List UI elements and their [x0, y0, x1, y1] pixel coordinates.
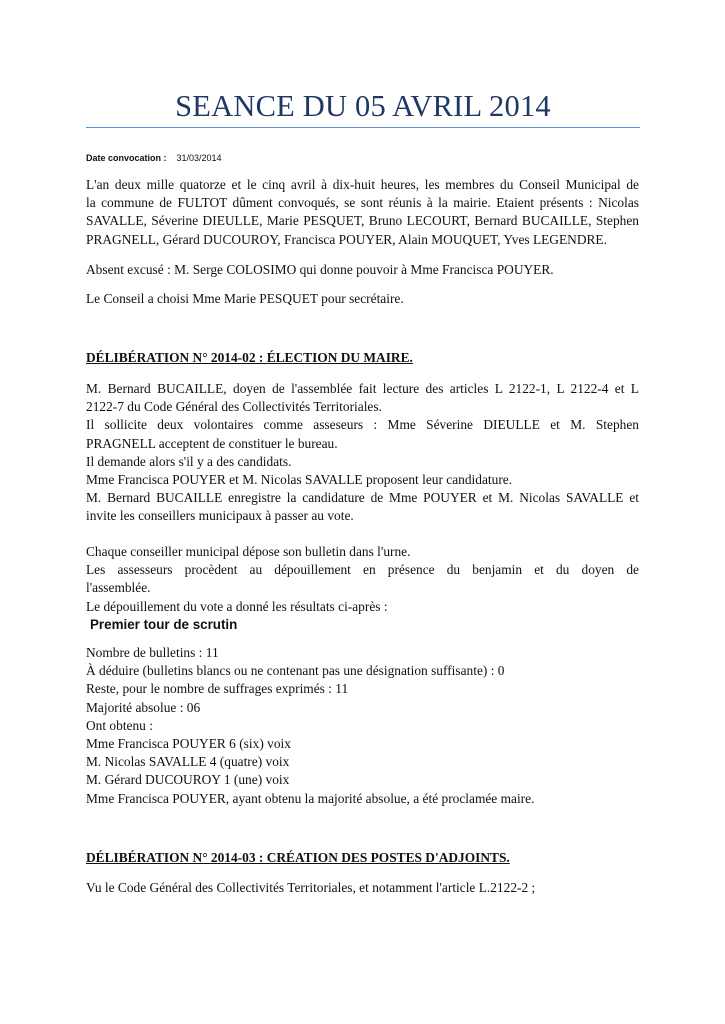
- deliberation-1-body: [86, 380, 639, 526]
- body-line: M. Bernard BUCAILLE enregistre la candidature de Mme POUYER et M. Nicolas SAVALLE et: [86, 490, 639, 506]
- convocation-date: [86, 152, 222, 164]
- result-line: M. Nicolas SAVALLE 4 (quatre) voix: [86, 754, 290, 770]
- absent-text: Absent excusé : M. Serge COLOSIMO qui donne pouvoir à Mme Francisca POUYER.: [86, 262, 554, 277]
- result-line: Mme Francisca POUYER, ayant obtenu la majorité absolue, a été proclamée maire.: [86, 790, 535, 806]
- secretary-text: Le Conseil a choisi Mme Marie PESQUET pour secrétaire.: [86, 291, 404, 306]
- ballot-results: [86, 644, 639, 808]
- intro-line: la commune de FULTOT dûment convoqués, se sont réunis à la mairie. Etaient présents : Nicolas: [86, 195, 639, 211]
- intro-line: SAVALLE, Séverine DIEULLE, Marie PESQUET, Bruno LECOURT, Bernard BUCAILLE, Stephen: [86, 213, 639, 229]
- result-line: Ont obtenu :: [86, 717, 153, 733]
- convocation-value: 31/03/2014: [176, 153, 222, 163]
- result-line: À déduire (bulletins blancs ou ne contenant pas une désignation suffisante) : 0: [86, 663, 505, 679]
- body-line: Vu le Code Général des Collectivités Territoriales, et notamment l'article L.2122-2 ;: [86, 880, 536, 895]
- body-line: Il demande alors s'il y a des candidats.: [86, 453, 292, 469]
- body-line: Mme Francisca POUYER et M. Nicolas SAVALLE proposent leur candidature.: [86, 472, 513, 488]
- deliberation-2-heading: DÉLIBÉRATION N° 2014-03 : CRÉATION DES POSTES D'ADJOINTS.: [86, 850, 510, 865]
- result-line: Reste, pour le nombre de suffrages exprimés : 11: [86, 681, 349, 697]
- body-line: Les assesseurs procèdent au dépouillement en présence du benjamin et du doyen de: [86, 562, 639, 578]
- intro-line: L'an deux mille quatorze et le cinq avril à dix-huit heures, les membres du Conseil Municipal de: [86, 177, 639, 192]
- intro-line: PRAGNELL, Gérard DUCOUROY, Francisca POUYER, Alain MOUQUET, Yves LEGENDRE.: [86, 231, 607, 247]
- body-line: Il sollicite deux volontaires comme asseseurs : Mme Séverine DIEULLE et M. Stephen: [86, 417, 639, 433]
- result-line: Majorité absolue : 06: [86, 699, 201, 715]
- title-underline: [86, 127, 640, 128]
- body-line: M. Bernard BUCAILLE, doyen de l'assemblée fait lecture des articles L 2122-1, L 2122-4 et L: [86, 381, 639, 396]
- deliberation-1-vote: [86, 543, 639, 634]
- deliberation-1-heading: DÉLIBÉRATION N° 2014-02 : ÉLECTION DU MAIRE.: [86, 350, 413, 365]
- body-line: PRAGNELL acceptent de constituer le bureau.: [86, 435, 338, 451]
- result-line: Nombre de bulletins : 11: [86, 645, 219, 660]
- secretary-paragraph: [86, 290, 639, 308]
- body-line: Le dépouillement du vote a donné les résultats ci-après :: [86, 598, 388, 614]
- deliberation-heading: [86, 849, 639, 867]
- deliberation-2-body: [86, 879, 639, 897]
- body-line: invite les conseillers municipaux à passer au vote.: [86, 508, 354, 524]
- page-title: SEANCE DU 05 AVRIL 2014: [175, 89, 551, 123]
- body-line: 2122-7 du Code Général des Collectivités Territoriales.: [86, 399, 382, 415]
- ballot-subheading: Premier tour de scrutin: [90, 616, 238, 632]
- result-line: M. Gérard DUCOUROY 1 (une) voix: [86, 772, 290, 788]
- result-line: Mme Francisca POUYER 6 (six) voix: [86, 736, 291, 752]
- body-line: Chaque conseiller municipal dépose son bulletin dans l'urne.: [86, 544, 411, 559]
- body-line: l'assemblée.: [86, 580, 151, 596]
- deliberation-heading: [86, 349, 639, 367]
- absent-paragraph: [86, 261, 639, 279]
- convocation-label: Date convocation :: [86, 153, 167, 163]
- intro-paragraph: [86, 176, 639, 249]
